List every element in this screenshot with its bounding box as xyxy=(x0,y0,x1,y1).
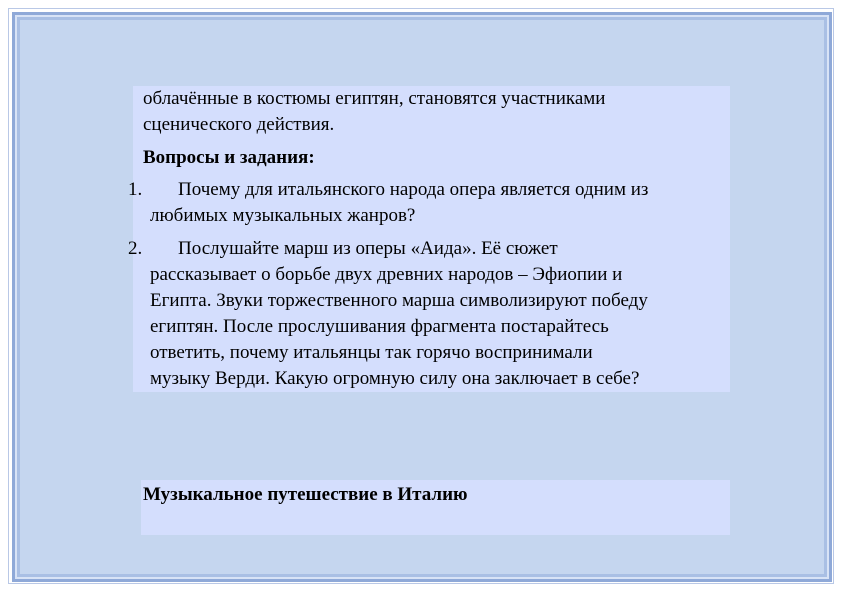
questions-heading: Вопросы и задания: xyxy=(143,147,315,168)
question-line: ответить, почему итальянцы так горячо воспринимали xyxy=(150,342,593,363)
paragraph-line: сценического действия. xyxy=(143,114,335,135)
intro-paragraph xyxy=(143,86,723,138)
question-line: любимых музыкальных жанров? xyxy=(150,205,416,226)
slide-title: Музыкальное путешествие в Италию xyxy=(143,484,468,505)
question-line: Почему для итальянского народа опера является одним из xyxy=(178,179,649,200)
question-line: египтян. После прослушивания фрагмента постарайтесь xyxy=(150,316,609,337)
question-number: 1. xyxy=(128,179,143,200)
question-line: музыку Верди. Какую огромную силу она заключает в себе? xyxy=(150,368,640,389)
paragraph-line: облачённые в костюмы египтян, становятся участниками xyxy=(143,88,606,109)
question-number: 2. xyxy=(128,238,143,259)
question-item-2 xyxy=(128,236,730,392)
question-line: рассказывает о борьбе двух древних народов – Эфиопии и xyxy=(150,264,623,285)
question-line: Послушайте марш из оперы «Аида». Её сюжет xyxy=(178,238,558,259)
question-line: Египта. Звуки торжественного марша символизируют победу xyxy=(150,290,648,311)
question-item-1 xyxy=(128,177,730,229)
